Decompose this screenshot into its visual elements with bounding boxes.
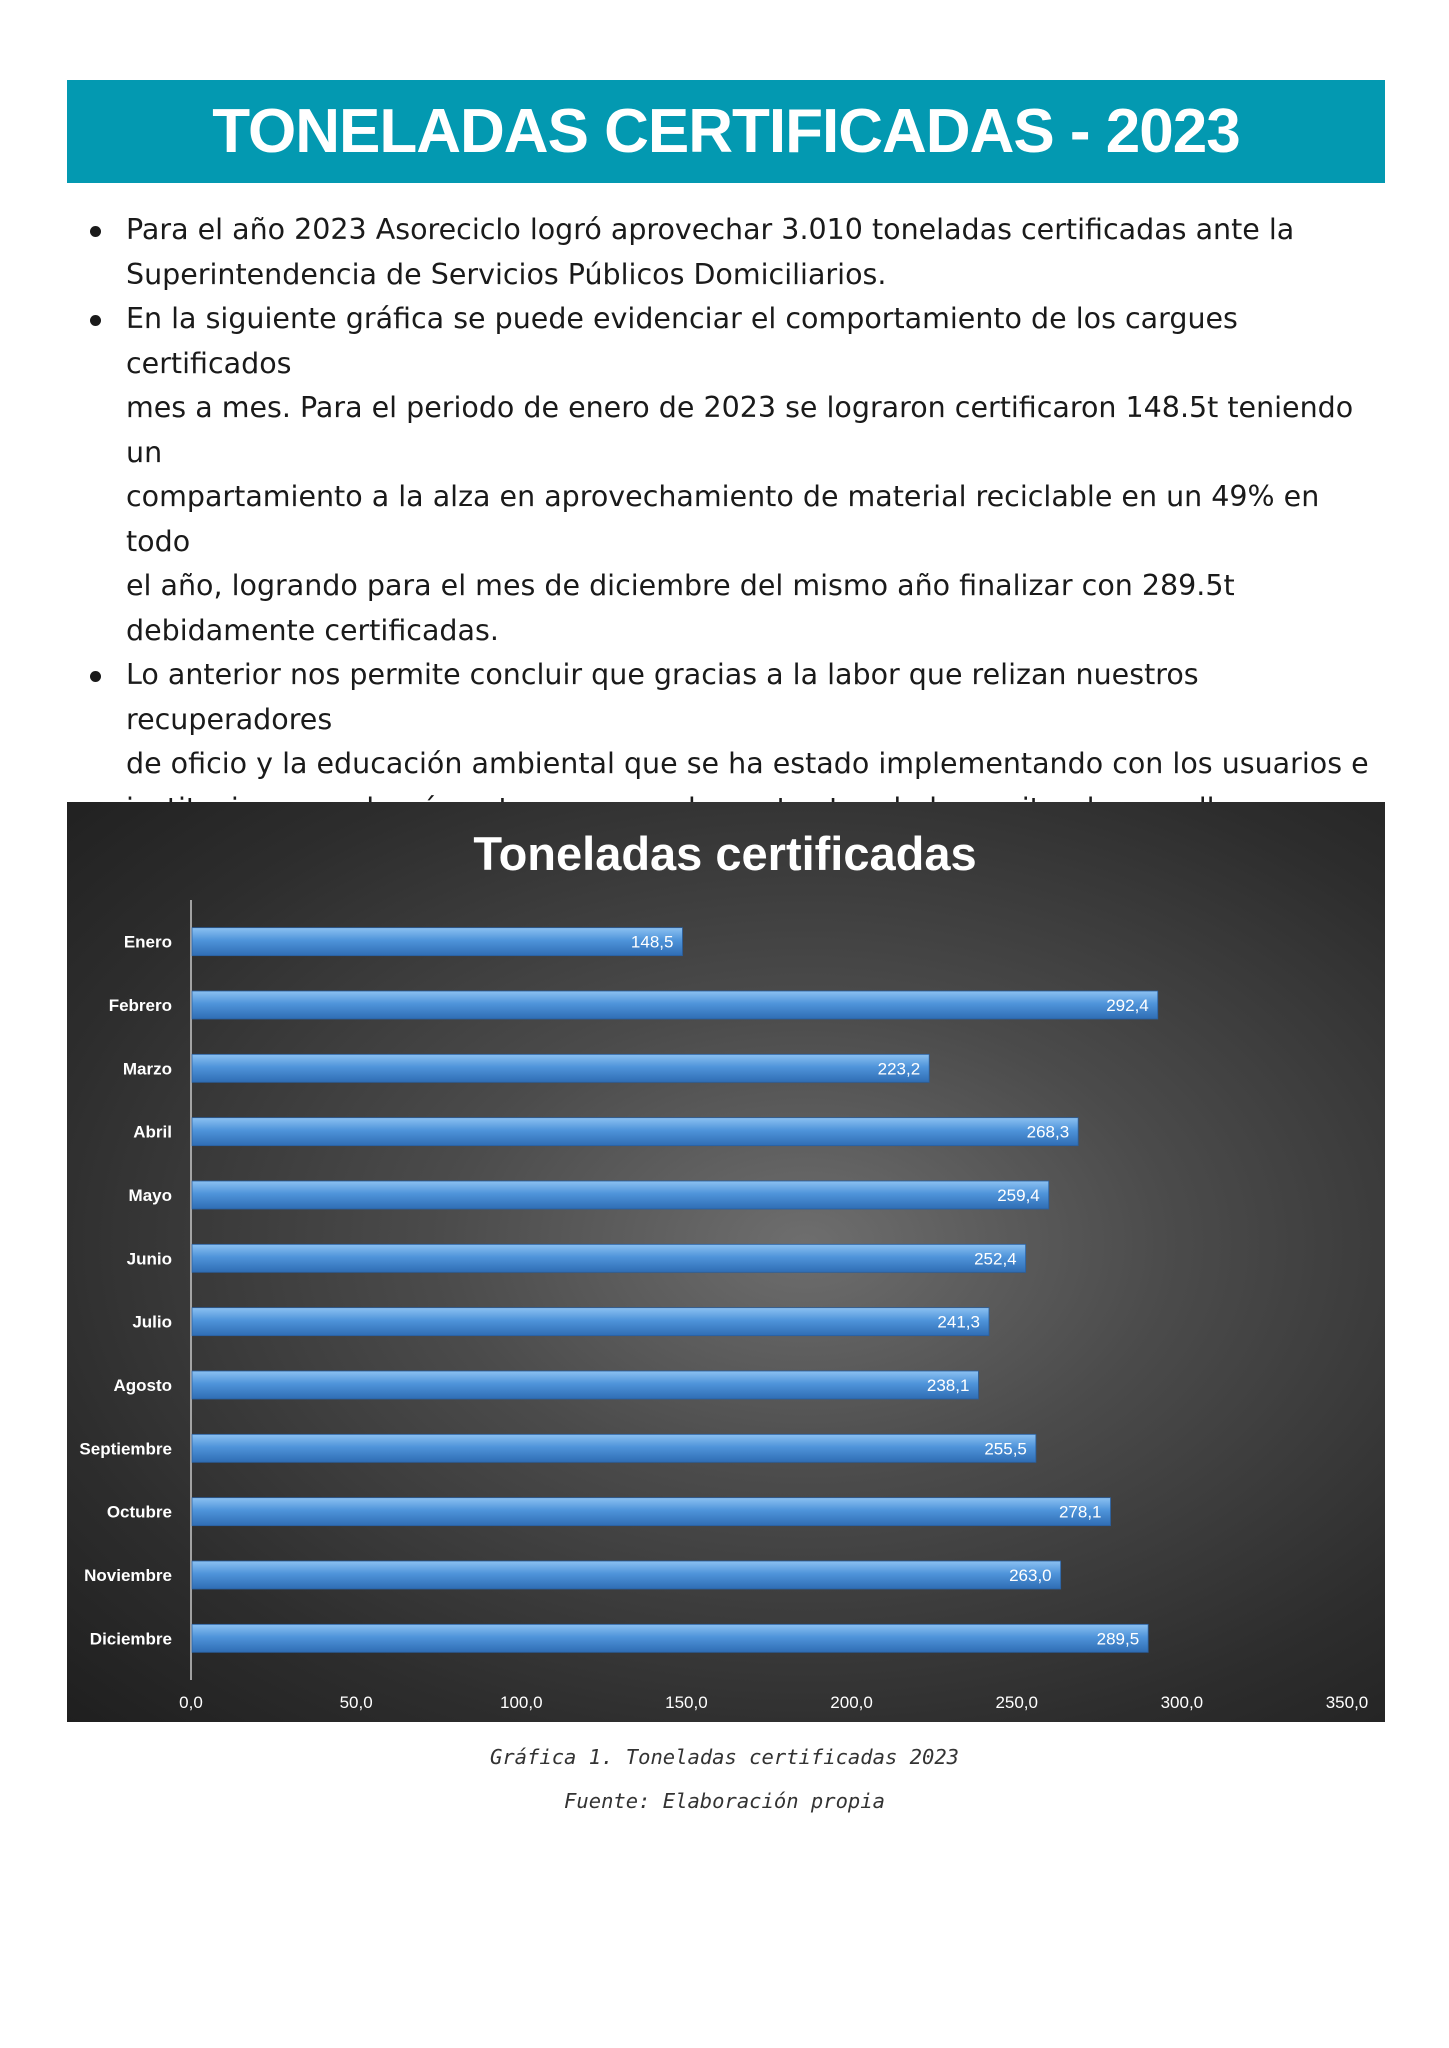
bar-noviembre	[192, 1561, 1061, 1589]
bullet-line: de oficio y la educación ambiental que se ha estado implementando con los usuarios e	[126, 747, 1369, 780]
bullet-item	[88, 208, 1378, 297]
bar-chart-svg	[67, 802, 1385, 1722]
bar-mayo	[192, 1181, 1049, 1209]
page-title: TONELADAS CERTIFICADAS - 2023	[212, 97, 1240, 166]
bullet-list	[88, 208, 1378, 876]
bullet-line: Lo anterior nos permite concluir que gracias a la labor que relizan nuestros recuperadores	[126, 658, 1199, 736]
data-label: 255,5	[984, 1439, 1027, 1459]
header-banner	[67, 80, 1385, 183]
data-label: 223,2	[877, 1059, 921, 1079]
category-label: Julio	[132, 1312, 172, 1332]
bullet-dot-icon	[90, 671, 101, 682]
category-label: Junio	[126, 1249, 172, 1269]
data-label: 263,0	[1009, 1566, 1052, 1585]
data-label: 278,1	[1058, 1502, 1102, 1522]
category-label: Octubre	[106, 1502, 172, 1522]
bullet-line: compartamiento a la alza en aprovechamiento de material reciclable en un 49% en todo	[126, 480, 1320, 558]
bar-abril	[192, 1118, 1078, 1146]
bullet-line: Superintendencia de Servicios Públicos Domiciliarios.	[126, 257, 887, 291]
bullet-line: debidamente certificadas.	[126, 613, 499, 647]
bar-marzo	[192, 1054, 929, 1082]
x-tick-label: 350,0	[1325, 1693, 1369, 1712]
x-tick-label: 100,0	[500, 1693, 543, 1712]
figure-caption: Gráfica 1. Toneladas certificadas 2023	[490, 1745, 959, 1769]
figure-source: Fuente: Elaboración propia	[564, 1789, 885, 1813]
category-label: Abril	[133, 1122, 172, 1142]
bar-octubre	[192, 1498, 1111, 1526]
data-label: 268,3	[1026, 1122, 1070, 1142]
x-tick-label: 50,0	[339, 1693, 373, 1712]
category-label: Noviembre	[84, 1566, 172, 1585]
bar-enero	[192, 928, 682, 956]
category-label: Septiembre	[79, 1439, 172, 1459]
x-tick-label: 300,0	[1160, 1693, 1204, 1712]
bar-junio	[192, 1244, 1026, 1272]
bullet-dot-icon	[90, 315, 101, 326]
x-tick-label: 150,0	[665, 1693, 708, 1712]
data-label: 292,4	[1106, 996, 1149, 1015]
data-label: 238,1	[926, 1376, 970, 1395]
bullet-item	[88, 297, 1378, 653]
data-label: 252,4	[974, 1249, 1017, 1269]
bullet-dot-icon	[90, 226, 101, 237]
data-label: 241,3	[937, 1312, 980, 1332]
bar-febrero	[192, 991, 1158, 1019]
category-label: Marzo	[122, 1059, 172, 1079]
bullet-line: mes a mes. Para el periodo de enero de 2023 se lograron certificaron 148.5t teniendo un	[126, 391, 1354, 469]
category-label: Febrero	[108, 996, 172, 1015]
bar-septiembre	[192, 1434, 1036, 1462]
x-tick-label: 200,0	[830, 1693, 873, 1712]
x-tick-label: 250,0	[995, 1693, 1038, 1712]
bullet-line: En la siguiente gráfica se puede evidenciar el comportamiento de los cargues certificados	[126, 302, 1238, 380]
x-tick-label: 0,0	[179, 1693, 203, 1712]
category-label: Agosto	[113, 1376, 172, 1395]
category-label: Enero	[123, 932, 172, 952]
bar-chart	[67, 802, 1385, 1722]
data-label: 289,5	[1096, 1629, 1140, 1649]
bar-diciembre	[192, 1624, 1148, 1652]
bar-julio	[192, 1308, 989, 1336]
category-label: Mayo	[128, 1186, 172, 1205]
chart-title: Toneladas certificadas	[473, 827, 977, 880]
bullet-line: el año, logrando para el mes de diciembre del mismo año finalizar con 289.5t	[126, 569, 1235, 602]
bullet-line: Para el año 2023 Asoreciclo logró aprovechar 3.010 toneladas certificadas ante la	[126, 213, 1295, 246]
chart-plot-area	[79, 900, 1368, 1712]
data-label: 259,4	[997, 1186, 1040, 1205]
bar-agosto	[192, 1371, 978, 1399]
data-label: 148,5	[630, 932, 674, 952]
category-label: Diciembre	[89, 1629, 172, 1649]
